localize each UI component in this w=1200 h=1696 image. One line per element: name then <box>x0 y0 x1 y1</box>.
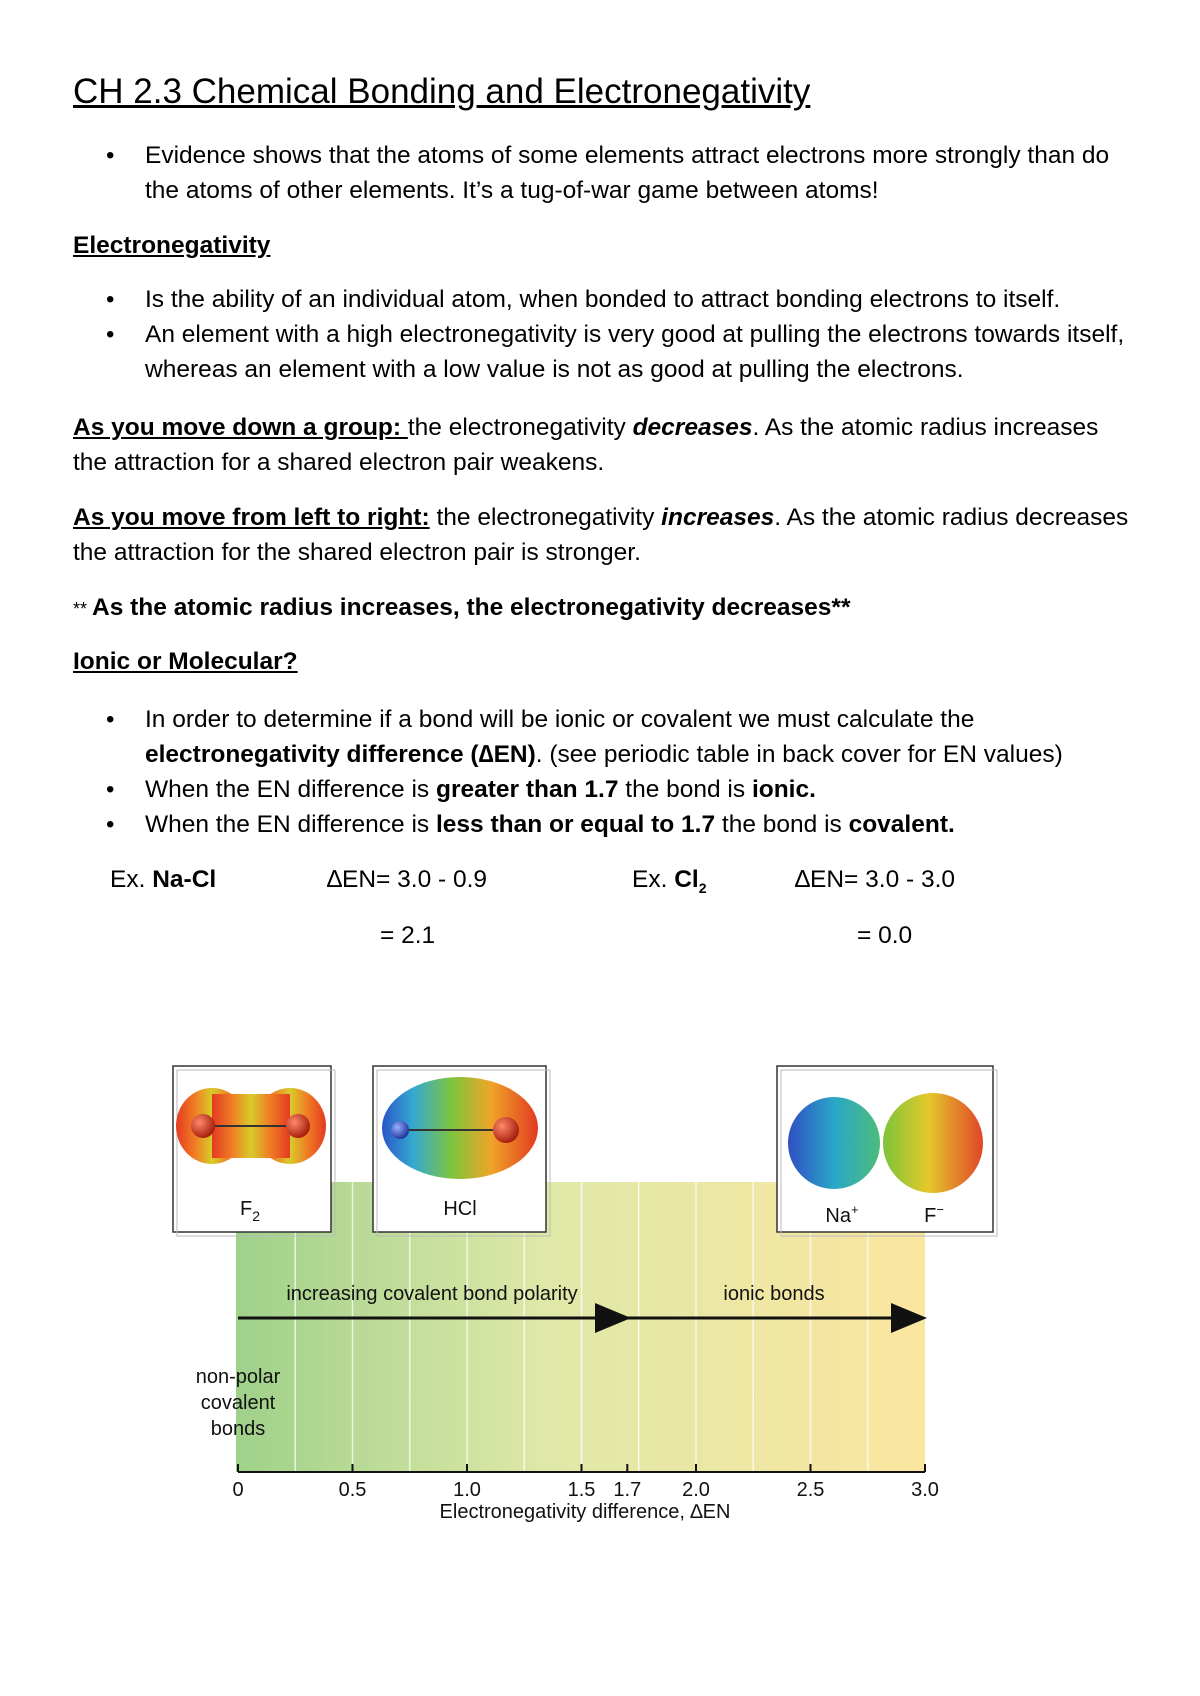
covalent-polarity-label: increasing covalent bond polarity <box>286 1283 578 1305</box>
left-right-text2: . As the atomic radius decreases the attraction for the shared electron pair is stronger. <box>73 504 1129 566</box>
example-2-label: Ex. $Cl_2$ <box>632 866 707 896</box>
x-axis-label: Electronegativity difference, ∆EN <box>439 1501 731 1523</box>
example-2-calc: ∆EN= 3.0 - 3.0 <box>795 866 956 893</box>
ionic-bullet-2: • When the EN difference is greater than 1.7 the bond is ionic. <box>73 772 1158 807</box>
en-bullet-1: • Is the ability of an individual atom, when bonded to attract bonding electrons to itself. <box>73 282 1148 317</box>
x-tick-label: 1.7 <box>613 1479 642 1501</box>
x-tick-label: 2.5 <box>796 1479 825 1501</box>
radius-note-text: As the atomic radius increases, the electronegativity decreases** <box>92 594 851 621</box>
x-tick-label: 1.0 <box>453 1479 481 1501</box>
x-tick-label: 2.0 <box>682 1479 710 1501</box>
left-right-text1: the electronegativity <box>429 504 662 531</box>
f-ion-sphere <box>883 1093 983 1193</box>
svg-text:HCl: HCl <box>443 1198 477 1220</box>
svg-text:F−: F− <box>924 1202 944 1227</box>
f2-molecule-panel <box>173 1066 335 1236</box>
x-tick-label: 3.0 <box>911 1479 939 1501</box>
hcl-molecule-panel <box>373 1066 550 1236</box>
ionic-bonds-label: ionic bonds <box>723 1283 825 1305</box>
naf-ions-panel <box>777 1066 997 1236</box>
example-1-label: Ex. Na-Cl <box>110 866 217 893</box>
x-tick-label: 0 <box>232 1479 244 1501</box>
x-tick-label: 1.5 <box>567 1479 596 1501</box>
nonpolar-label-line2: covalent <box>200 1392 276 1414</box>
down-group-text1: the electronegativity <box>407 414 633 441</box>
radius-note-prefix: ** <box>73 599 93 619</box>
svg-text:Na+: Na+ <box>825 1202 859 1227</box>
example-1-result: = 2.1 <box>380 922 436 949</box>
na-ion-sphere <box>788 1097 880 1189</box>
intro-bullet: • Evidence shows that the atoms of some elements attract electrons more strongly than do the atoms of other elements. It’s a tug-of-war game between atoms! <box>73 138 1133 208</box>
en-bullet-2: • An element with a high electronegativity is very good at pulling the electrons towards itself, whereas an element with a low value is not as good at pulling the electrons. <box>73 317 1148 387</box>
page-title: CH 2.3 Chemical Bonding and Electronegativity <box>73 72 811 111</box>
electronegativity-heading: Electronegativity <box>73 232 271 259</box>
nonpolar-label-line1: non-polar <box>195 1366 281 1388</box>
left-right-emph: increases <box>661 504 775 531</box>
ionic-molecular-heading: Ionic or Molecular? <box>73 648 298 675</box>
x-tick-label: 0.5 <box>338 1479 367 1501</box>
left-right-label: As you move from left to right: <box>73 504 430 531</box>
example-1-calc: ∆EN= 3.0 - 0.9 <box>327 866 488 893</box>
ionic-bullet-1: • In order to determine if a bond will be ionic or covalent we must calculate the electronegativity difference (∆EN). (see periodic table in back cover for EN values) <box>73 702 1158 772</box>
down-group-label: As you move down a group: <box>73 414 408 441</box>
example-2-result: = 0.0 <box>857 922 913 949</box>
down-group-text2: . As the atomic radius increases the attraction for a shared electron pair weakens. <box>73 414 1099 476</box>
svg-text:F2: $F_2$ <box>239 1198 261 1224</box>
down-group-emph: decreases <box>632 414 753 441</box>
ionic-bullet-3: • When the EN difference is less than or equal to 1.7 the bond is covalent. <box>73 807 1158 842</box>
nonpolar-label-line3: bonds <box>210 1418 266 1440</box>
